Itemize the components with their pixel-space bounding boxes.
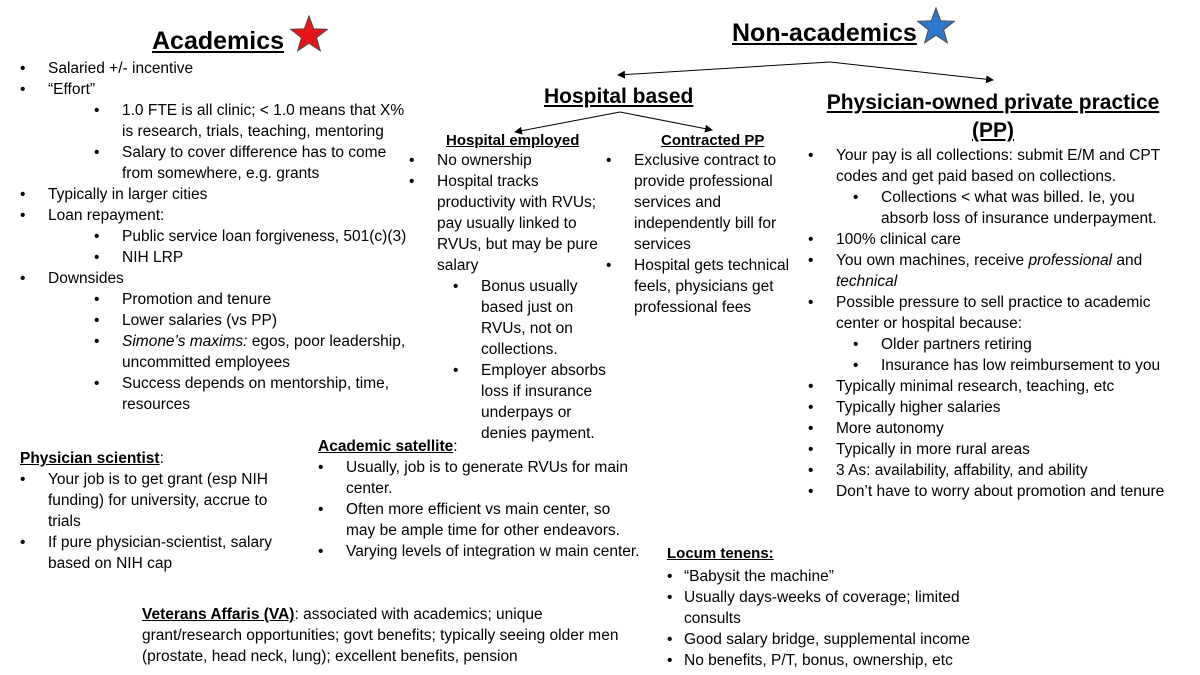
arrow-to-contracted-pp <box>620 112 712 130</box>
list-item: • You own machines, receive professional and technical <box>808 250 1180 292</box>
list-item: • Exclusive contract to provide professional services and independently bill for services <box>606 150 806 255</box>
list-item: • NIH LRP <box>94 247 410 268</box>
list-item: • 100% clinical care <box>808 229 1180 250</box>
list-item: • “Effort” • 1.0 FTE is all clinic; < 1.0 means that X% is research, trials, teaching, mentoring • Salary to cover difference has to come from somewhere, e.g. grants <box>20 79 410 184</box>
locum-tenens-title: Locum tenens: <box>667 545 774 562</box>
non-academics-title: Non-academics <box>732 19 917 47</box>
list-item: • Often more efficient vs main center, so may be ample time for other endeavors. <box>318 499 643 541</box>
physician-scientist-title: Physician scientist <box>20 450 160 467</box>
list-item: • Typically minimal research, teaching, etc <box>808 376 1180 397</box>
list-item: • Lower salaries (vs PP) <box>94 310 410 331</box>
list-item: • Your job is to get grant (esp NIH funding) for university, accrue to trials <box>20 469 300 532</box>
list-item: • Salary to cover difference has to come from somewhere, e.g. grants <box>94 142 410 184</box>
hospital-employed-title: Hospital employed <box>446 132 580 149</box>
list-item: • Employer absorbs loss if insurance underpays or denies payment. <box>453 360 614 444</box>
list-item: • Insurance has low reimbursement to you <box>853 355 1180 376</box>
list-item: • Don’t have to worry about promotion and tenure <box>808 481 1180 502</box>
academic-satellite-section: Academic satellite: • Usually, job is to generate RVUs for main center. • Often more efficient vs main center, so may be ample time for other endeavors. • Varying levels of integration w main center. <box>318 436 643 562</box>
academic-satellite-title: Academic satellite <box>318 438 454 455</box>
list-item: • Collections < what was billed. Ie, you absorb loss of insurance underpayment. <box>853 187 1180 229</box>
list-item: • Usually, job is to generate RVUs for main center. <box>318 457 643 499</box>
blue-star-icon <box>916 6 956 46</box>
arrow-to-hospital-based <box>618 62 830 75</box>
list-item: • No ownership <box>409 150 614 171</box>
list-item: • Salaried +/- incentive <box>20 58 410 79</box>
arrow-to-hospital-employed <box>515 112 620 132</box>
list-item: • Public service loan forgiveness, 501(c)(3) <box>94 226 410 247</box>
list-item: • “Babysit the machine” <box>667 566 997 587</box>
list-item: • Simone’s maxims: egos, poor leadership, uncommitted employees <box>94 331 410 373</box>
list-item: • Typically in larger cities <box>20 184 410 205</box>
list-item: • More autonomy <box>808 418 1180 439</box>
list-item: • Good salary bridge, supplemental income <box>667 629 997 650</box>
list-item: • Older partners retiring <box>853 334 1180 355</box>
list-item: • Hospital gets technical feels, physicians get professional fees <box>606 255 806 318</box>
contracted-pp-title: Contracted PP <box>661 132 765 149</box>
simone-maxims-label: Simone’s maxims: <box>122 333 248 350</box>
list-item: • Typically in more rural areas <box>808 439 1180 460</box>
list-item: • Bonus usually based just on RVUs, not on collections. <box>453 276 614 360</box>
arrow-to-private-practice <box>830 62 993 80</box>
list-item: • Your pay is all collections: submit E/M and CPT codes and get paid based on collections. • Collections < what was billed. Ie, you absorb loss of insurance underpayment. <box>808 145 1180 229</box>
list-item: • Varying levels of integration w main center. <box>318 541 643 562</box>
list-item: • 1.0 FTE is all clinic; < 1.0 means that X% is research, trials, teaching, mentoring <box>94 100 410 142</box>
list-item: • Usually days-weeks of coverage; limited consults <box>667 587 997 629</box>
private-practice-list <box>808 145 1180 502</box>
academics-title: Academics <box>152 27 285 55</box>
locum-tenens-section <box>667 543 997 671</box>
list-item: • 3 As: availability, affability, and ability <box>808 460 1180 481</box>
academics-list <box>20 58 410 415</box>
red-star-icon <box>289 14 329 54</box>
list-item: • Possible pressure to sell practice to academic center or hospital because: • Older partners retiring • Insurance has low reimbursement to you <box>808 292 1180 376</box>
list-item: • Promotion and tenure <box>94 289 410 310</box>
list-item: • Downsides • Promotion and tenure • Lower salaries (vs PP) • Simone’s maxims: egos, poor leadership, uncommitted employees • Success depends on mentorship, time, resources <box>20 268 410 415</box>
hospital-based-title: Hospital based <box>544 85 694 108</box>
list-item: • No benefits, P/T, bonus, ownership, etc <box>667 650 997 671</box>
list-item: • Success depends on mentorship, time, resources <box>94 373 410 415</box>
physician-scientist-section: Physician scientist: • Your job is to get grant (esp NIH funding) for university, accrue to trials • If pure physician-scientist, salary based on NIH cap <box>20 448 300 574</box>
va-text: : associated with academics; unique grant/research opportunities; govt benefits; typically seeing older men (prostate, head neck, lung); excellent benefits, pension <box>142 606 619 665</box>
list-item: • Typically higher salaries <box>808 397 1180 418</box>
va-title: Veterans Affaris (VA) <box>142 606 295 623</box>
list-item: • If pure physician-scientist, salary based on NIH cap <box>20 532 300 574</box>
private-practice-title: Physician-owned private practice (PP) <box>826 91 1160 142</box>
list-item: • Loan repayment: • Public service loan forgiveness, 501(c)(3) • NIH LRP <box>20 205 410 268</box>
hospital-employed-list <box>409 150 614 444</box>
va-section <box>142 604 632 667</box>
list-item: • Hospital tracks productivity with RVUs; pay usually linked to RVUs, but may be pure salary • Bonus usually based just on RVUs, not on collections. • Employer absorbs loss if insurance underpays or denies payment. <box>409 171 614 444</box>
contracted-pp-list <box>606 150 806 318</box>
